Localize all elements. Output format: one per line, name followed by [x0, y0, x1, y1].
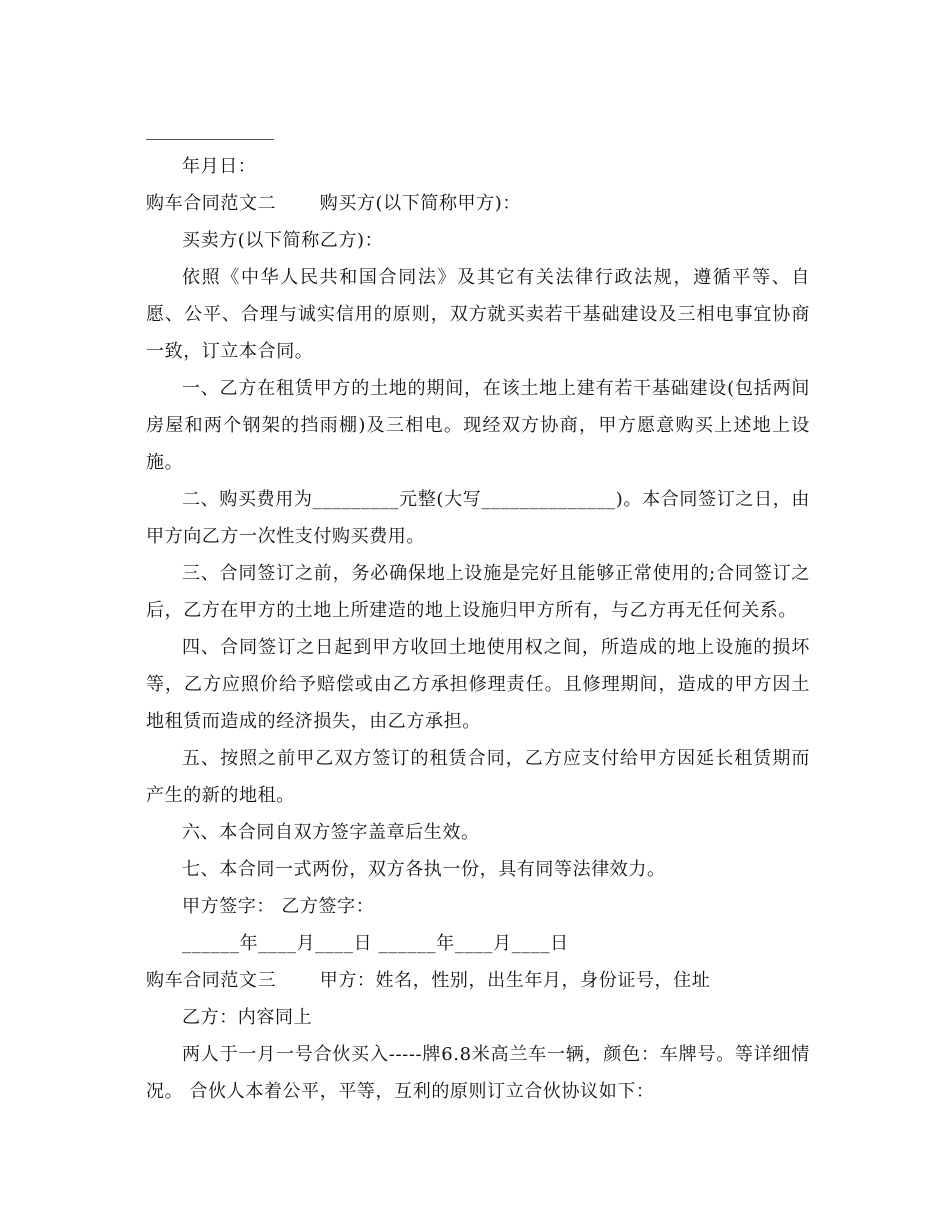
seller-line: 买卖方(以下简称乙方)：	[182, 230, 384, 251]
clause-3: 三、合同签订之前，务必确保地上设施是完好且能够正常使用的;合同签订之后，乙方在甲方的土地上所建造的地上设施归甲方所有，与乙方再无任何关系。	[146, 563, 810, 621]
party-b-line: 乙方：内容同上	[182, 1007, 313, 1028]
clause-4: 四、合同签订之日起到甲方收回土地使用权之间，所造成的地上设施的损坏等，乙方应照价给予赔偿或由乙方承担修理责任。且修理期间，造成的甲方因土地租赁而造成的经济损失，由乙方承担。	[146, 637, 810, 732]
clause-7: 七、本合同一式两份，双方各执一份，具有同等法律效力。	[182, 859, 666, 880]
date-line: 年月日：	[182, 156, 257, 177]
document-body	[146, 148, 810, 1110]
section-heading-2: 购车合同范文二 购买方(以下简称甲方)：	[146, 193, 521, 214]
clause-5: 五、按照之前甲乙双方签订的租赁合同，乙方应支付给甲方因延长租赁期而产生的新的地租。	[146, 748, 810, 806]
signature-line: 甲方签字： 乙方签字：	[182, 896, 375, 917]
preamble-paragraph: 依照《中华人民共和国合同法》及其它有关法律行政法规，遵循平等、自愿、公平、合理与诚实信用的原则，双方就买卖若干基础建设及三相电事宜协商一致，订立本合同。	[146, 267, 810, 362]
top-rule	[146, 139, 274, 140]
section-heading-3: 购车合同范文三 甲方：姓名，性别，出生年月，身份证号，住址	[146, 970, 711, 991]
partnership-paragraph: 两人于一月一号合伙买入-----牌6.8米高兰车一辆，颜色：车牌号。等详细情况。 合伙人本着公平，平等，互利的原则订立合伙协议如下：	[146, 1044, 810, 1102]
signature-date-line: ______年____月____日 ______年____月____日	[182, 933, 569, 954]
clause-2: 二、购买费用为_________元整(大写______________)。本合同签订之日，由甲方向乙方一次性支付购买费用。	[146, 489, 810, 547]
clause-1: 一、乙方在租赁甲方的土地的期间，在该土地上建有若干基础建设(包括两间房屋和两个钢架的挡雨棚)及三相电。现经双方协商，甲方愿意购买上述地上设施。	[146, 378, 810, 473]
clause-6: 六、本合同自双方签字盖章后生效。	[182, 822, 480, 843]
